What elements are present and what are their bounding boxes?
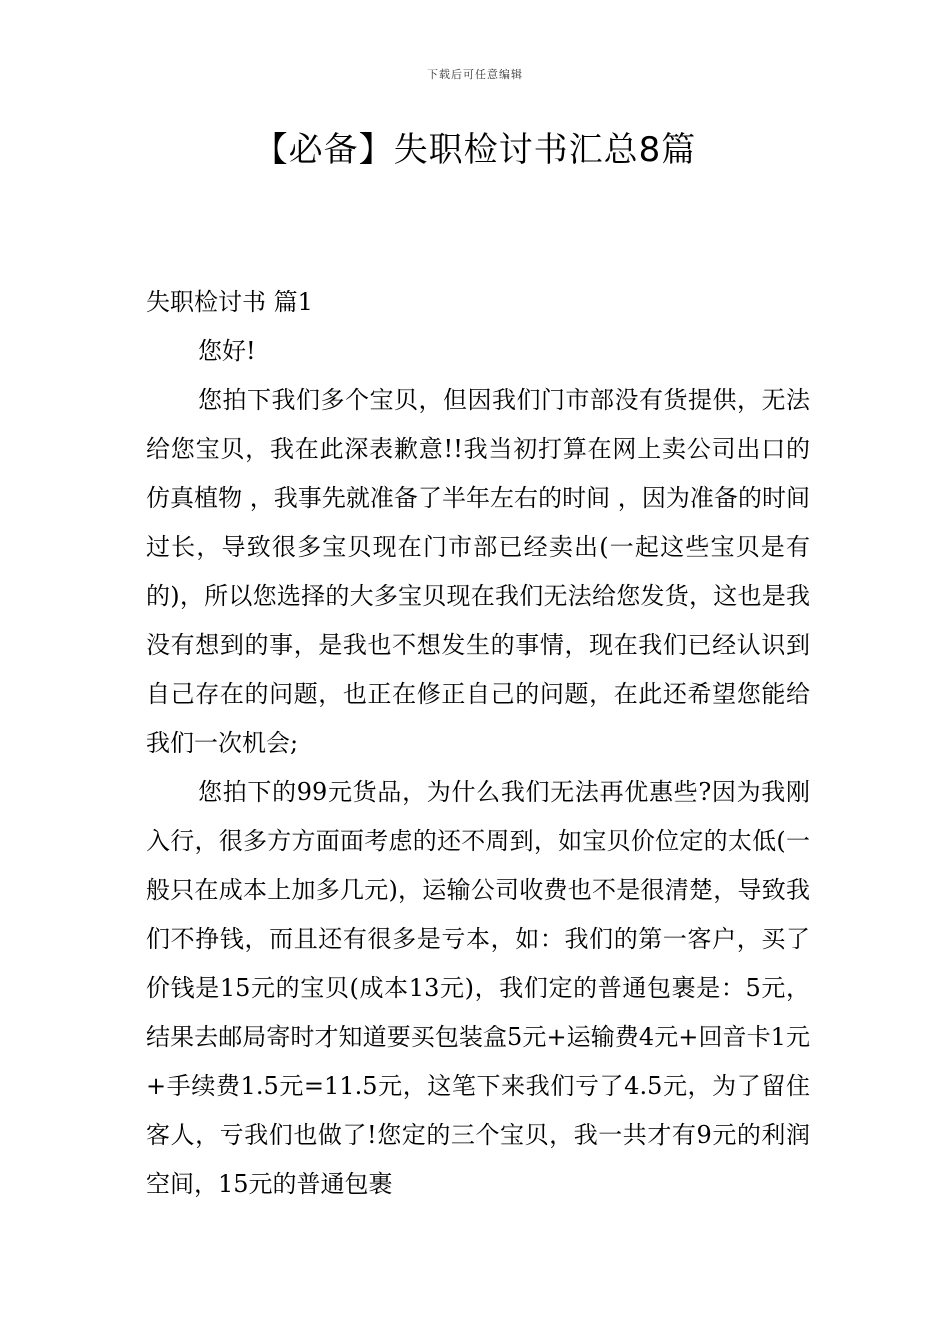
document-title: 【必备】失职检讨书汇总8篇 bbox=[253, 130, 697, 170]
paragraph-pricing: 您拍下的99元货品，为什么我们无法再优惠些?因为我刚入行，很多方方面面考虑的还不周到，如宝贝价位定的太低(一般只在成本上加多几元)，运输公司收费也不是很清楚，导致我们不挣钱，而且还有很多是亏本，如：我们的第一客户，买了价钱是15元的宝贝(成本13元)，我们定的普通包裹是：5元，结果去邮局寄时才知道要买包装盒5元+运输费4元+回音卡1元+手续费1.5元=11.5元，这笔下来我们亏了4.5元，为了留住客人，亏我们也做了!您定的三个宝贝，我一共才有9元的利润空间，15元的普通包裹 bbox=[146, 778, 810, 1198]
section-heading: 失职检讨书 篇1 bbox=[146, 288, 313, 316]
paragraph-greeting: 您好! bbox=[198, 337, 256, 365]
paragraph-apology: 您拍下我们多个宝贝，但因我们门市部没有货提供，无法给您宝贝，我在此深表歉意!!我当初打算在网上卖公司出口的仿真植物 ，我事先就准备了半年左右的时间 ，因为准备的时间过长，导致很多宝贝现在门市部已经卖出(一起这些宝贝是有的)，所以您选择的大多宝贝现在我们无法给您发货，这也是我没有想到的事，是我也不想发生的事情，现在我们已经认识到自己存在的问题，也正在修正自己的问题，在此还希望您能给我们一次机会; bbox=[146, 386, 810, 757]
document-body bbox=[146, 278, 810, 1209]
header-note: 下载后可任意编辑 bbox=[427, 68, 523, 81]
